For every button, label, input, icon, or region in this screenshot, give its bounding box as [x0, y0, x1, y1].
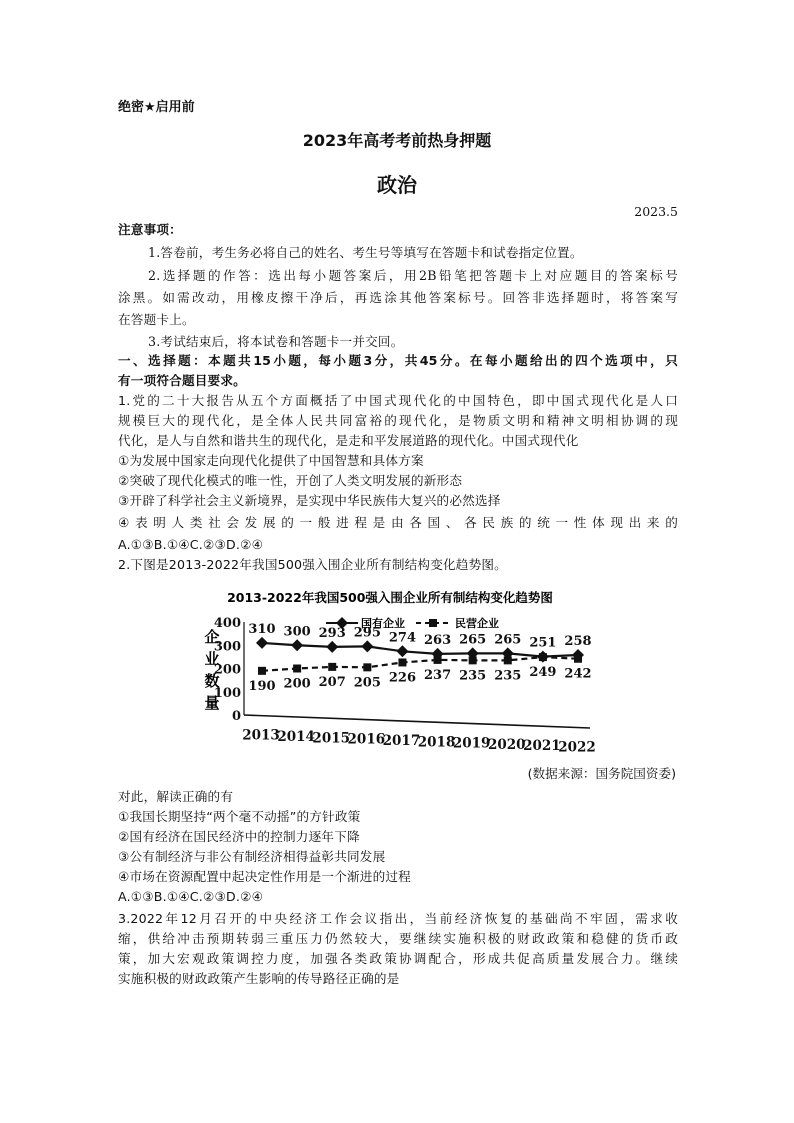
- x-tick-label: 2017: [382, 732, 421, 749]
- data-label: 242: [564, 666, 592, 682]
- data-point: [539, 653, 547, 661]
- x-tick-label: 2013: [242, 727, 280, 744]
- data-point: [258, 667, 266, 675]
- y-axis-label-char: 数: [204, 672, 220, 690]
- data-label: 205: [353, 675, 381, 691]
- data-point: [291, 639, 303, 651]
- notice-line: 在答题卡上。: [118, 312, 195, 327]
- data-label: 190: [248, 678, 276, 694]
- q2-option: ④市场在资源配置中起决定性作用是一个渐进的过程: [118, 869, 411, 884]
- notice-heading: 注意事项：: [118, 222, 182, 237]
- legend-label-state: 国有企业: [361, 617, 405, 630]
- data-label: 265: [494, 632, 522, 648]
- confidential-mark: 绝密★启用前: [118, 100, 195, 115]
- q2-option: ②国有经济在国民经济中的控制力逐年下降: [118, 829, 360, 844]
- y-axis-label-char: 企: [204, 628, 220, 646]
- q1-stem-line: 代化，是人与自然和谐共生的现代化，是走和平发展道路的现代化。中国式现代化: [118, 433, 579, 448]
- data-point: [398, 658, 406, 666]
- ownership-trend-chart: [198, 578, 598, 756]
- q3-stem-line: 实施积极的财政政策产生影响的传导路径正确的是: [118, 971, 400, 986]
- subject-title: 政治: [377, 173, 417, 197]
- data-label: 251: [529, 635, 557, 651]
- data-label: 200: [283, 676, 311, 692]
- data-label: 207: [318, 674, 346, 690]
- x-tick-label: 2019: [452, 735, 491, 752]
- chart-source: (数据来源：国务院国资委): [527, 766, 676, 781]
- data-point: [504, 656, 512, 664]
- q2-stem: 2.下图是2013-2022年我国500强入围企业所有制结构变化趋势图。: [118, 557, 507, 572]
- q2-prompt: 对此，解读正确的有: [118, 789, 234, 804]
- data-label: 300: [283, 624, 311, 640]
- data-label: 237: [423, 667, 452, 683]
- y-tick-label: 200: [213, 662, 241, 678]
- data-label: 310: [248, 621, 276, 637]
- exam-date: 2023.5: [634, 204, 678, 219]
- data-label: 235: [494, 668, 522, 684]
- data-point: [396, 645, 408, 657]
- q1-option: ①为发展中国家走向现代化提供了中国智慧和具体方案: [118, 453, 424, 468]
- data-label: 293: [318, 625, 346, 641]
- x-tick-label: 2020: [487, 736, 526, 753]
- section-heading: 一、选择题：本题共15小题，每小题3分，共45分。在每小题给出的四个选项中，只: [118, 353, 678, 368]
- notice-line: 涂黑。如需改动，用橡皮擦干净后，再选涂其他答案标号。回答非选择题时，将答案写: [118, 290, 678, 305]
- data-point: [328, 663, 336, 671]
- x-tick-label: 2014: [277, 728, 315, 745]
- legend-label-private: 民营企业: [455, 617, 499, 630]
- notice-line: 1.答卷前，考生务必将自己的姓名、考生号等填写在答题卡和试卷指定位置。: [148, 245, 583, 260]
- data-point: [361, 640, 373, 652]
- q1-option: ④表明人类社会发展的一般进程是由各国、各民族的统一性体现出来的: [118, 515, 678, 530]
- x-tick-label: 2022: [558, 739, 596, 756]
- y-tick-label: 0: [231, 709, 241, 724]
- q2-answers: A.①③B.①④C.②③D.②④: [118, 889, 264, 904]
- x-tick-label: 2021: [523, 738, 561, 755]
- y-axis-label-char: 量: [204, 694, 220, 712]
- exam-title: 2023年高考考前热身押题: [302, 131, 492, 150]
- q3-stem-line: 缩，供给冲击预期转弱三重压力仍然较大，要继续实施积极的财政政策和稳健的货币政: [118, 931, 678, 946]
- x-tick-label: 2018: [417, 734, 456, 751]
- q1-stem-line: 1.党的二十大报告从五个方面概括了中国式现代化的中国特色，即中国式现代化是人口: [118, 393, 678, 408]
- notice-line: 2.选择题的作答：选出每小题答案后，用2B铅笔把答题卡上对应题目的答案标号: [148, 268, 678, 283]
- q2-option: ①我国长期坚持“两个毫不动摇”的方针政策: [118, 809, 361, 824]
- data-point: [326, 641, 338, 653]
- q3-stem-line: 策，加大宏观政策调控力度，加强各类政策协调配合，形成共促高质量发展合力。继续: [118, 951, 678, 966]
- data-point: [293, 665, 301, 673]
- data-label: 263: [423, 632, 452, 648]
- q1-option: ③开辟了科学社会主义新境界，是实现中华民族伟大复兴的必然选择: [118, 493, 501, 508]
- legend: [326, 616, 499, 630]
- data-point: [469, 656, 477, 664]
- data-point: [363, 663, 371, 671]
- q2-option: ③公有制经济与非公有制经济相得益彰共同发展: [118, 849, 386, 864]
- x-tick-label: 2015: [312, 730, 351, 747]
- q1-answers: A.①③B.①④C.②③D.②④: [118, 537, 264, 552]
- data-label: 235: [459, 668, 487, 684]
- data-label: 265: [459, 632, 487, 648]
- data-point: [574, 655, 582, 663]
- y-tick-label: 400: [213, 616, 241, 631]
- chart-title: 2013-2022年我国500强入围企业所有制结构变化趋势图: [227, 590, 553, 605]
- y-axis-label-char: 业: [204, 650, 220, 668]
- data-label: 295: [353, 625, 381, 641]
- data-label: 258: [564, 634, 592, 650]
- y-tick-label: 300: [213, 639, 241, 655]
- legend-marker-private: [429, 619, 437, 627]
- x-tick-label: 2016: [347, 731, 386, 748]
- q3-stem-line: 3.2022年12月召开的中央经济工作会议指出，当前经济恢复的基础尚不牢固，需求收: [118, 911, 678, 926]
- data-label: 249: [529, 665, 557, 681]
- data-point: [434, 656, 442, 664]
- q1-stem-line: 规模巨大的现代化，是全体人民共同富裕的现代化，是物质文明和精神文明相协调的现: [118, 413, 678, 428]
- q1-option: ②突破了现代化模式的唯一性，开创了人类文明发展的新形态: [118, 473, 463, 488]
- data-label: 226: [388, 670, 417, 686]
- y-tick-label: 100: [213, 685, 241, 701]
- section-heading: 有一项符合题目要求。: [118, 373, 246, 388]
- x-axis: [244, 715, 590, 728]
- data-point: [256, 637, 268, 649]
- data-label: 274: [388, 630, 417, 646]
- notice-line: 3.考试结束后，将本试卷和答题卡一并交回。: [148, 334, 404, 349]
